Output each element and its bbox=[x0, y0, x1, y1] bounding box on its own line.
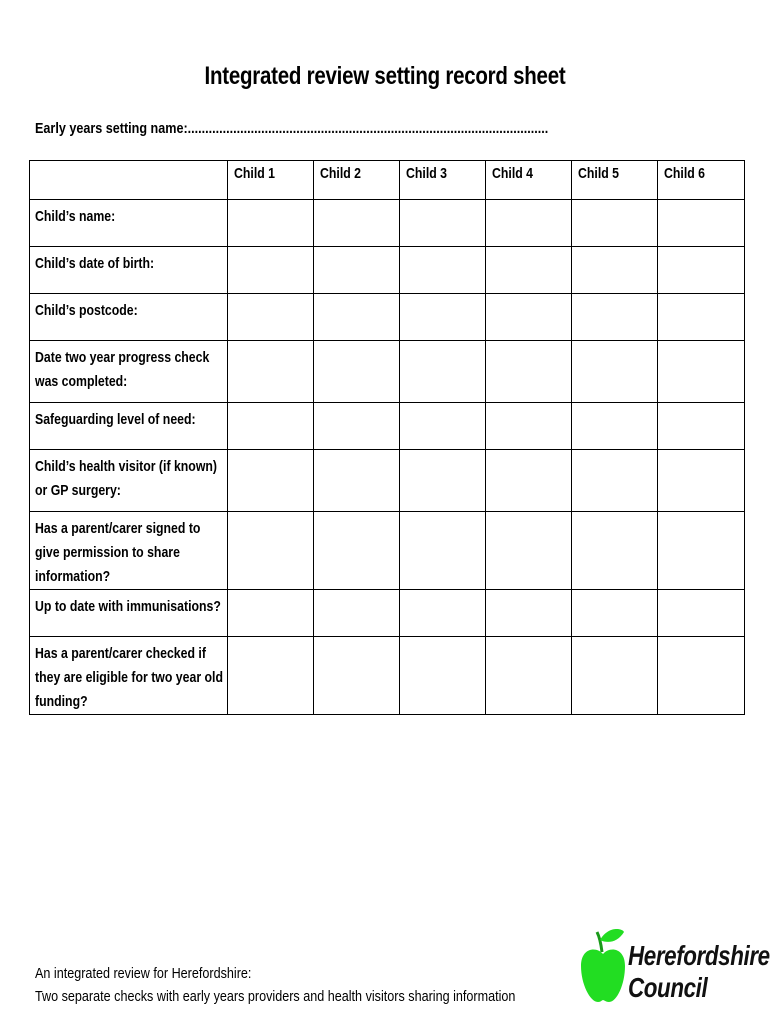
row-label: Has a parent/carer checked if they are eligible for two year old funding? bbox=[35, 645, 223, 710]
row-label: Date two year progress check was completed: bbox=[35, 349, 210, 390]
entry-cell[interactable] bbox=[572, 200, 658, 247]
entry-cell[interactable] bbox=[314, 403, 400, 450]
table-header-row bbox=[30, 161, 745, 200]
entry-cell[interactable] bbox=[658, 512, 745, 590]
entry-cell[interactable] bbox=[400, 294, 486, 341]
entry-cell[interactable] bbox=[658, 200, 745, 247]
entry-cell[interactable] bbox=[572, 294, 658, 341]
entry-cell[interactable] bbox=[400, 341, 486, 403]
header-corner-cell bbox=[30, 161, 228, 200]
column-header-child-1: Child 1 bbox=[228, 161, 314, 200]
entry-cell[interactable] bbox=[658, 450, 745, 512]
apple-body bbox=[581, 950, 625, 1002]
entry-cell[interactable] bbox=[400, 247, 486, 294]
entry-cell[interactable] bbox=[486, 200, 572, 247]
row-label: Safeguarding level of need: bbox=[35, 411, 196, 428]
table-row bbox=[30, 341, 745, 403]
row-label-cell bbox=[30, 403, 228, 450]
entry-cell[interactable] bbox=[228, 200, 314, 247]
entry-cell[interactable] bbox=[572, 247, 658, 294]
entry-cell[interactable] bbox=[486, 294, 572, 341]
entry-cell[interactable] bbox=[228, 590, 314, 637]
logo-text-line-1: Herefordshire bbox=[628, 940, 770, 971]
entry-cell[interactable] bbox=[314, 294, 400, 341]
entry-cell[interactable] bbox=[314, 512, 400, 590]
entry-cell[interactable] bbox=[658, 403, 745, 450]
entry-cell[interactable] bbox=[486, 637, 572, 715]
entry-cell[interactable] bbox=[572, 637, 658, 715]
footer-line-1: An integrated review for Herefordshire: bbox=[35, 965, 252, 982]
table-row bbox=[30, 247, 745, 294]
row-label: Has a parent/carer signed to give permission to share information? bbox=[35, 520, 201, 585]
entry-cell[interactable] bbox=[486, 512, 572, 590]
row-label-cell bbox=[30, 637, 228, 715]
footer-line-2: Two separate checks with early years providers and health visitors sharing information bbox=[35, 988, 516, 1005]
table-row bbox=[30, 294, 745, 341]
entry-cell[interactable] bbox=[228, 294, 314, 341]
entry-cell[interactable] bbox=[314, 637, 400, 715]
row-label-cell bbox=[30, 341, 228, 403]
column-header-child-4: Child 4 bbox=[486, 161, 572, 200]
entry-cell[interactable] bbox=[314, 450, 400, 512]
entry-cell[interactable] bbox=[658, 341, 745, 403]
row-label: Child’s postcode: bbox=[35, 302, 138, 319]
row-label-cell bbox=[30, 512, 228, 590]
row-label-cell bbox=[30, 590, 228, 637]
entry-cell[interactable] bbox=[314, 590, 400, 637]
row-label-cell bbox=[30, 294, 228, 341]
entry-cell[interactable] bbox=[658, 590, 745, 637]
entry-cell[interactable] bbox=[314, 200, 400, 247]
entry-cell[interactable] bbox=[228, 247, 314, 294]
entry-cell[interactable] bbox=[486, 450, 572, 512]
entry-cell[interactable] bbox=[400, 450, 486, 512]
setting-name-field[interactable]: Early years setting name:....................................................................................................... bbox=[35, 120, 549, 137]
column-header-child-5: Child 5 bbox=[572, 161, 658, 200]
logo-text-line-2: Council bbox=[628, 972, 708, 1003]
entry-cell[interactable] bbox=[314, 247, 400, 294]
entry-cell[interactable] bbox=[228, 341, 314, 403]
entry-cell[interactable] bbox=[228, 637, 314, 715]
entry-cell[interactable] bbox=[400, 590, 486, 637]
entry-cell[interactable] bbox=[400, 637, 486, 715]
entry-cell[interactable] bbox=[486, 403, 572, 450]
column-header-child-2: Child 2 bbox=[314, 161, 400, 200]
entry-cell[interactable] bbox=[486, 247, 572, 294]
table-row bbox=[30, 590, 745, 637]
table-row bbox=[30, 200, 745, 247]
row-label: Child’s health visitor (if known) or GP surgery: bbox=[35, 458, 218, 499]
entry-cell[interactable] bbox=[658, 294, 745, 341]
table-row bbox=[30, 403, 745, 450]
entry-cell[interactable] bbox=[228, 450, 314, 512]
apple-stem bbox=[597, 932, 602, 952]
entry-cell[interactable] bbox=[658, 637, 745, 715]
entry-cell[interactable] bbox=[228, 512, 314, 590]
entry-cell[interactable] bbox=[572, 341, 658, 403]
record-table bbox=[29, 160, 745, 715]
entry-cell[interactable] bbox=[486, 590, 572, 637]
row-label-cell bbox=[30, 200, 228, 247]
row-label-cell bbox=[30, 450, 228, 512]
entry-cell[interactable] bbox=[572, 450, 658, 512]
entry-cell[interactable] bbox=[572, 512, 658, 590]
table-row bbox=[30, 512, 745, 590]
column-header-child-6: Child 6 bbox=[658, 161, 745, 200]
herefordshire-council-logo bbox=[578, 922, 770, 1008]
table-row bbox=[30, 450, 745, 512]
entry-cell[interactable] bbox=[400, 200, 486, 247]
apple-icon bbox=[578, 922, 628, 1008]
table-row bbox=[30, 637, 745, 715]
apple-leaf bbox=[600, 929, 624, 942]
entry-cell[interactable] bbox=[400, 403, 486, 450]
row-label: Child’s name: bbox=[35, 208, 116, 225]
column-header-child-3: Child 3 bbox=[400, 161, 486, 200]
row-label: Child’s date of birth: bbox=[35, 255, 155, 272]
page-title: Integrated review setting record sheet bbox=[204, 62, 566, 90]
entry-cell[interactable] bbox=[486, 341, 572, 403]
footer-note bbox=[35, 962, 515, 1008]
entry-cell[interactable] bbox=[400, 512, 486, 590]
entry-cell[interactable] bbox=[572, 590, 658, 637]
row-label-cell bbox=[30, 247, 228, 294]
entry-cell[interactable] bbox=[228, 403, 314, 450]
entry-cell[interactable] bbox=[572, 403, 658, 450]
entry-cell[interactable] bbox=[658, 247, 745, 294]
row-label: Up to date with immunisations? bbox=[35, 598, 221, 615]
entry-cell[interactable] bbox=[314, 341, 400, 403]
